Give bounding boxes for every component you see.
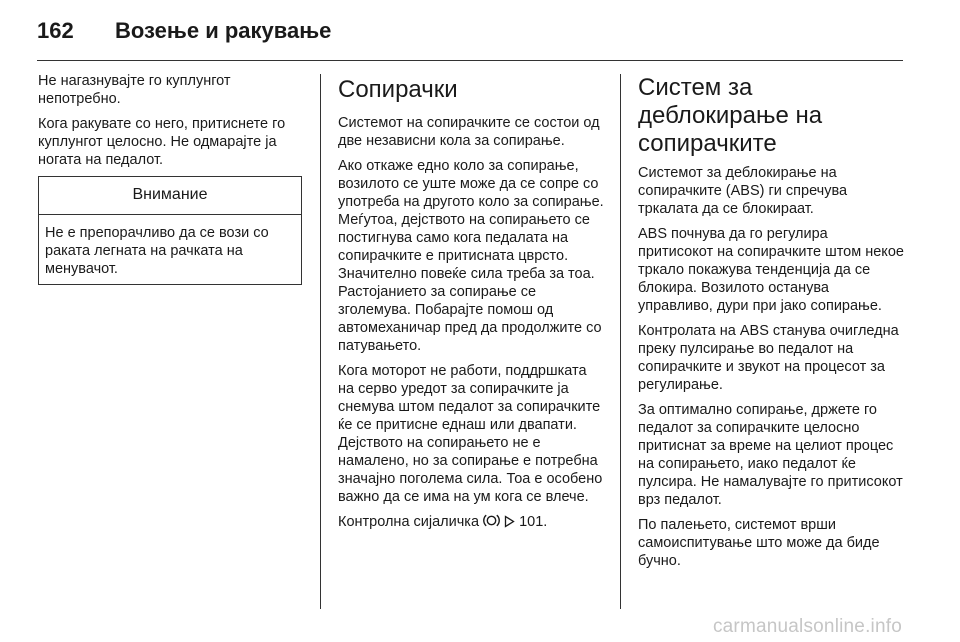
control-lamp-reference xyxy=(338,513,606,533)
triangle-reference-icon xyxy=(504,515,515,533)
page-title: Возење и ракување xyxy=(115,18,332,43)
watermark: carmanualsonline.info xyxy=(712,616,902,637)
paragraph: По палењето, системот врши самоиспитување што може да биде бучно. xyxy=(638,517,880,569)
paragraph: ABS почнува да го регулира притисокот на сопирачките штом некое тркало покажува тенденција да се блокира. Возилото останува управливо, дури при јако сопирање. xyxy=(638,226,904,314)
warning-body xyxy=(39,215,301,284)
paragraph: Контролата на ABS станува очигледна преку пулсирање во педалот на сопирачките и звукот на процесот за регулирање. xyxy=(638,323,899,393)
column-right xyxy=(638,72,906,577)
warning-text: Не е препорачливо да се вози со раката легната на рачката на менувачот. xyxy=(45,225,269,277)
paragraph: Кога моторот не работи, поддршката на серво уредот за сопирачките ја снемува штом педалот за сопирачките ќе се притисне еднаш или двапати. Дејството на сопирањето не е намалено, но за сопирање е потребна значајно поголема сила. Тоа е особено важно да се има на ум кога се влече. xyxy=(338,363,603,505)
page-number: 162 xyxy=(37,18,74,43)
brake-warning-lamp-icon xyxy=(483,513,500,533)
paragraph: Кога ракувате со него, притиснете го куплунгот целосно. Не одмарајте ја ногата на педалот. xyxy=(38,116,286,168)
column-divider xyxy=(320,74,321,609)
paragraph: Системот за деблокирање на сопирачките (ABS) ги спречува тркалата да се блокираат. xyxy=(638,165,848,217)
paragraph: Не нагазнувајте го куплунгот непотребно. xyxy=(38,73,231,107)
control-lamp-page-ref: 101. xyxy=(519,514,548,530)
page-header xyxy=(37,14,903,61)
warning-box xyxy=(38,176,302,285)
section-heading-abs: Систем за деблокирање на сопирачките xyxy=(638,74,823,157)
control-lamp-label: Контролна сијаличка xyxy=(338,514,480,530)
column-divider xyxy=(620,74,621,609)
warning-title: Внимание xyxy=(39,177,301,215)
paragraph: Системот на сопирачките се состои од две независни кола за сопирање. xyxy=(338,115,600,149)
column-middle xyxy=(338,72,606,540)
paragraph: За оптимално сопирање, држете го педалот за сопирачките целосно притиснат за време на целиот процес на сопирањето, иако педалот ќе пулсира. Не намалувајте го притисокот врз педалот. xyxy=(638,402,903,508)
column-left xyxy=(38,72,304,285)
paragraph: Ако откаже едно коло за сопирање, возилото се уште може да се сопре со употреба на другото коло за сопирање. Меѓутоа, дејството на сопирањето се постигнува само кога педалата на сопирачките е притисната цврсто. Значително повеќе сила треба за тоа. Растојанието за сопирање се зголемува. Побарајте помош од автомеханичар пред да продолжите со патувањето. xyxy=(338,158,604,354)
section-heading-brakes: Сопирачки xyxy=(338,76,458,103)
